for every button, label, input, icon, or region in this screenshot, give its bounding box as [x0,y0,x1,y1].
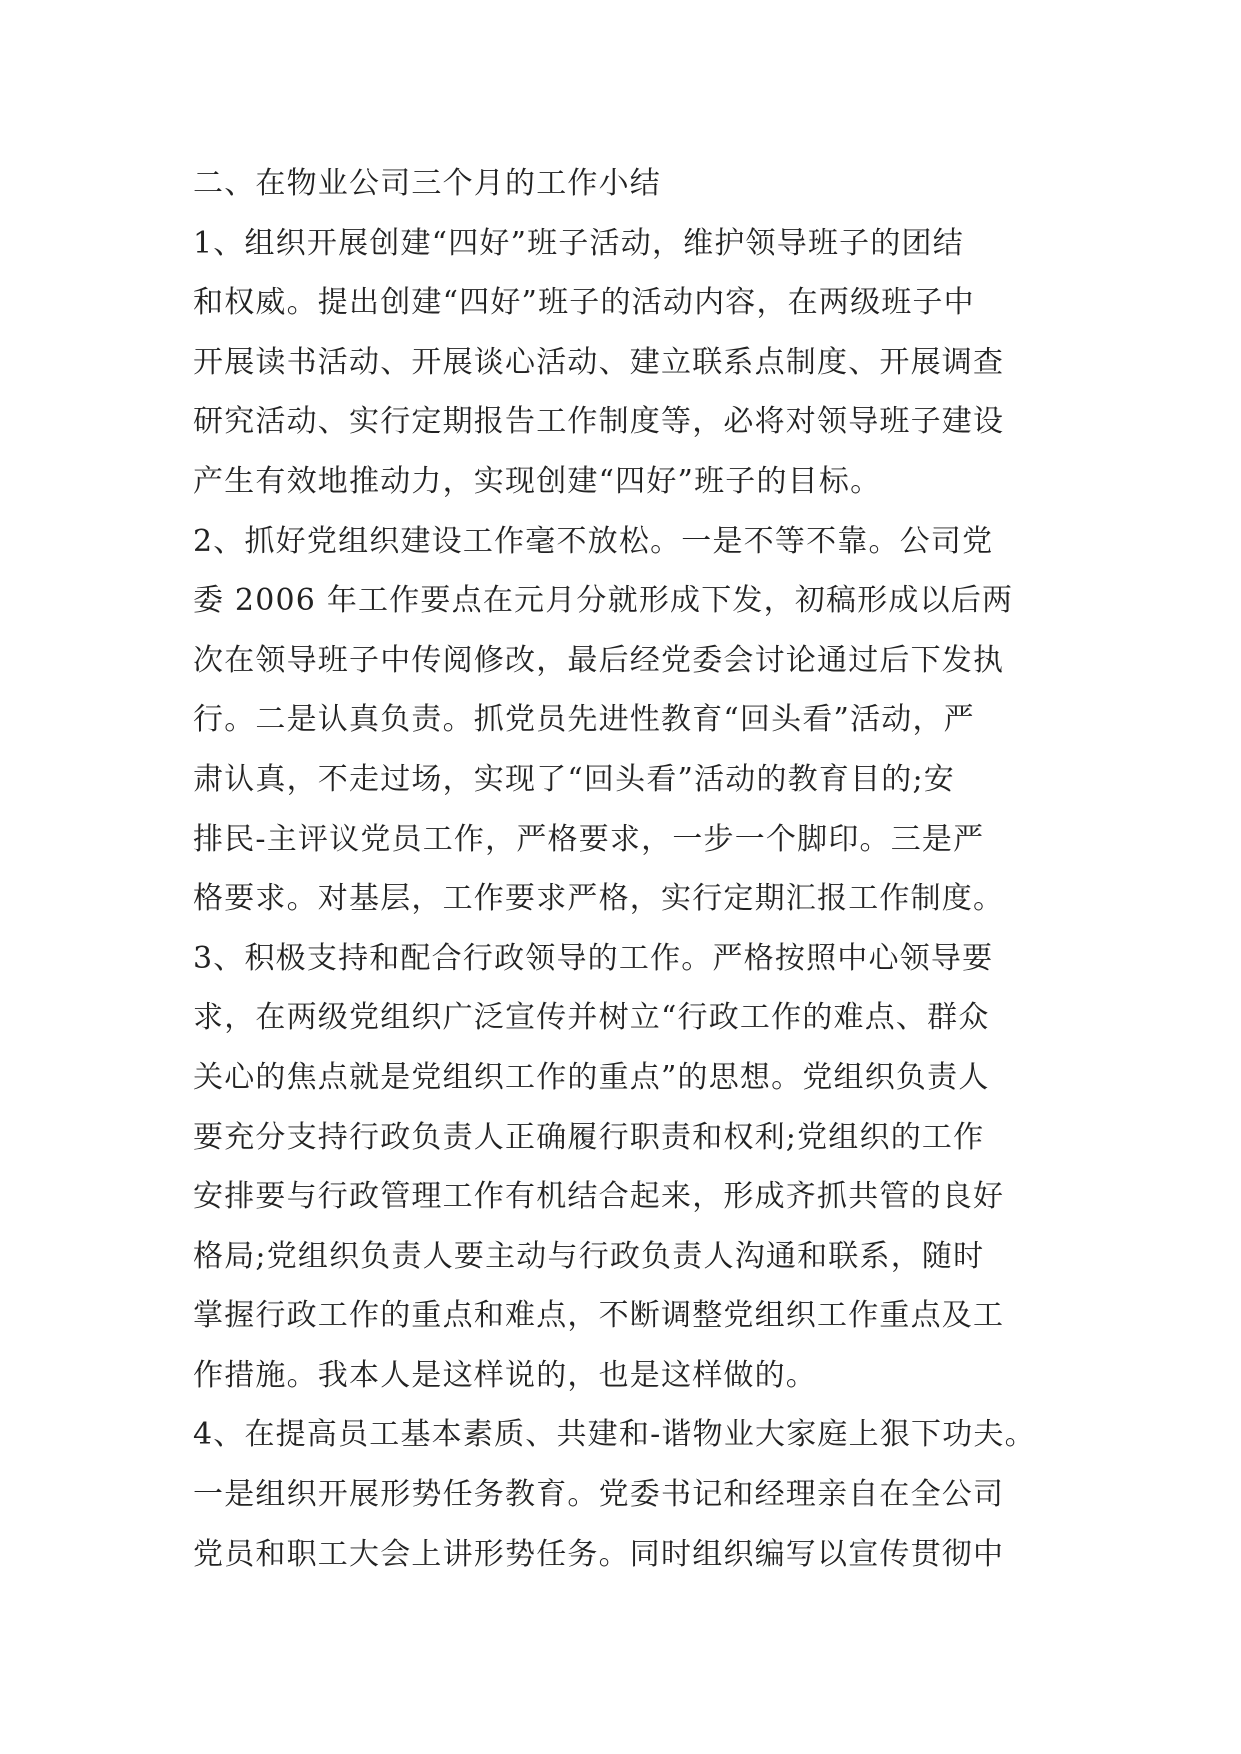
text-line: 研究活动、实行定期报告工作制度等，必将对领导班子建设 [193,404,1005,440]
text-line: 肃认真，不走过场，实现了“回头看”活动的教育目的;安 [193,761,955,797]
text-line: 格要求。对基层，工作要求严格，实行定期汇报工作制度。 [193,881,1005,917]
text-line: 行。二是认真负责。抓党员先进性教育“回头看”活动，严 [193,702,975,738]
text-line: 4、在提高员工基本素质、共建和-谐物业大家庭上狠下功夫。 [193,1417,1036,1453]
text-line: 一是组织开展形势任务教育。党委书记和经理亲自在全公司 [193,1477,1005,1513]
text-line: 次在领导班子中传阅修改，最后经党委会讨论通过后下发执 [193,642,1005,678]
text-line: 2、抓好党组织建设工作毫不放松。一是不等不靠。公司党 [193,523,994,559]
text-line: 格局;党组织负责人要主动与行政负责人沟通和联系，随时 [193,1238,985,1274]
text-line: 委 2006 年工作要点在元月分就形成下发，初稿形成以后两 [193,583,1014,619]
text-line: 和权威。提出创建“四好”班子的活动内容，在两级班子中 [193,285,975,321]
text-line: 3、积极支持和配合行政领导的工作。严格按照中心领导要 [193,940,994,976]
text-line: 安排要与行政管理工作有机结合起来，形成齐抓共管的良好 [193,1179,1005,1215]
text-line: 产生有效地推动力，实现创建“四好”班子的目标。 [193,463,882,499]
text-line: 开展读书活动、开展谈心活动、建立联系点制度、开展调查 [193,344,1005,380]
text-line: 排民-主评议党员工作，严格要求，一步一个脚印。三是严 [193,821,985,857]
text-line: 要充分支持行政负责人正确履行职责和权利;党组织的工作 [193,1119,985,1155]
text-line: 关心的焦点就是党组织工作的重点”的思想。党组织负责人 [193,1059,990,1095]
text-line: 掌握行政工作的重点和难点，不断调整党组织工作重点及工 [193,1298,1005,1334]
text-line: 1、组织开展创建“四好”班子活动，维护领导班子的团结 [193,225,964,261]
text-line: 党员和职工大会上讲形势任务。同时组织编写以宣传贯彻中 [193,1536,1005,1572]
text-line: 求，在两级党组织广泛宣传并树立“行政工作的难点、群众 [193,1000,990,1036]
section-heading: 二、在物业公司三个月的工作小结 [193,166,661,201]
document-body [193,154,1073,1584]
text-line: 作措施。我本人是这样说的，也是这样做的。 [193,1357,817,1393]
